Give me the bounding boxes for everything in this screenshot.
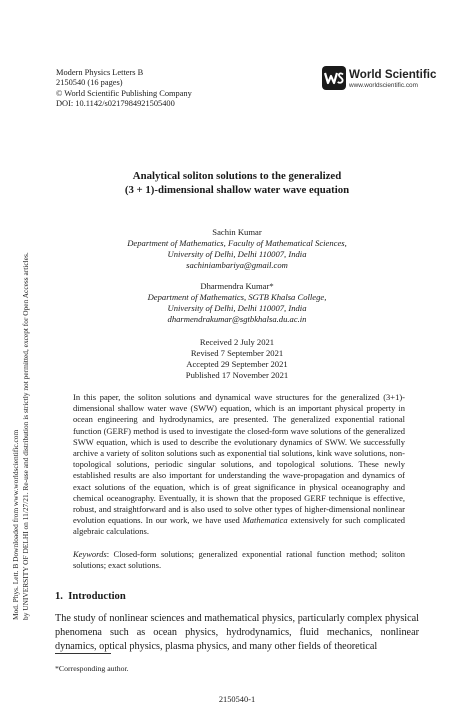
keywords-label: Keywords [73,549,107,559]
abstract [73,392,405,538]
footnote: *Corresponding author. [55,664,129,673]
copyright-line: © World Scientific Publishing Company [56,88,192,98]
journal-name: Modern Physics Letters B [56,68,144,77]
section-title: Introduction [68,591,126,602]
author-name: Dharmendra Kumar* [200,281,274,291]
paper-title [60,169,414,197]
doi-line[interactable]: DOI: 10.1142/s0217984921505400 [56,99,175,109]
download-notice-line1: Mod. Phys. Lett. B Downloaded from www.worldscientific.com [11,429,20,620]
author-name: Sachin Kumar [212,227,262,237]
download-notice-line2: by UNIVERSITY OF DELHI on 11/27/21. Re-use and distribution is strictly not permitted, except for Open Access articles. [20,252,30,620]
world-scientific-logo-icon [322,66,346,90]
publisher-logo[interactable] [322,66,442,94]
section-heading [55,591,126,602]
author-email[interactable]: sachiniambariya@gmail.com [186,260,288,270]
author-affiliation: University of Delhi, Delhi 110007, India [167,249,307,259]
download-notice-sidebar [3,150,29,620]
author-affiliation: University of Delhi, Delhi 110007, India [167,303,307,313]
revised-date: Revised 7 September 2021 [190,348,284,358]
author-affiliation: Department of Mathematics, SGTB Khalsa College, [147,292,327,302]
author-affiliation: Department of Mathematics, Faculty of Mathematical Sciences, [127,238,347,248]
published-date: Published 17 November 2021 [185,370,289,380]
publication-dates [60,337,414,381]
title-line-2: (3 + 1)-dimensional shallow water wave equation [124,184,350,196]
article-number: 2150540 (16 pages) [56,78,123,88]
footnote-rule [55,653,111,654]
received-date: Received 2 July 2021 [199,337,275,347]
section-number: 1. [55,591,63,602]
abstract-software-name: Mathematica [242,515,288,526]
publisher-url[interactable]: www.worldscientific.com [349,82,418,89]
author-block-1 [60,227,414,271]
keywords-text: : Closed-form solutions; generalized exponential rational function method; soliton solutions; exact solutions. [73,549,405,571]
journal-header [56,68,192,110]
abstract-text-end: extensively for such complicated algebraic calculations. [73,515,405,537]
title-line-1: Analytical soliton solutions to the generalized [132,170,342,182]
keywords [73,549,405,571]
accepted-date: Accepted 29 September 2021 [186,359,288,369]
publisher-name: World Scientific [349,68,437,81]
abstract-text: In this paper, the soliton solutions and dynamical wave structures for the generalized (3+1)-dimensional shallow water wave (SWW) equation, which is an important physical property in ocean engineering and hydrodynamics, are presented. The generalized exponential rational function (GERF) method is used to investigate the closed-form wave solutions of the generalized SWW equation, which is used to describe the evolutionary dynamics of SWW. We successfully archive a variety of soliton solutions such as exponential tial solutions, kink wave solutions, non-topological solutions, periodic singular solutions, and topological solutions. These newly established results are also important for understanding the wave-propagation and dynamics of exact solutions of the equation, which is of great significance in physical oceanography and chemical oceanography. Eventually, it is shown that the proposed GERF technique is effective, robust, and straightforward and is also used to solve other types of higher-dimensional nonlinear evolution equations. In our work, we have used [73,392,405,526]
author-email[interactable]: dharmendrakumar@sgtbkhalsa.du.ac.in [167,314,307,324]
introduction-text: The study of nonlinear sciences and mathematical physics, particularly complex physical phenomena such as ocean physics, hydrodynamics, fluid mechanics, nonlinear dynamics, optical physics, plasma physics, and many other fields of theoretical [55,613,419,652]
author-block-2 [60,281,414,325]
page-number: 2150540-1 [218,695,256,704]
